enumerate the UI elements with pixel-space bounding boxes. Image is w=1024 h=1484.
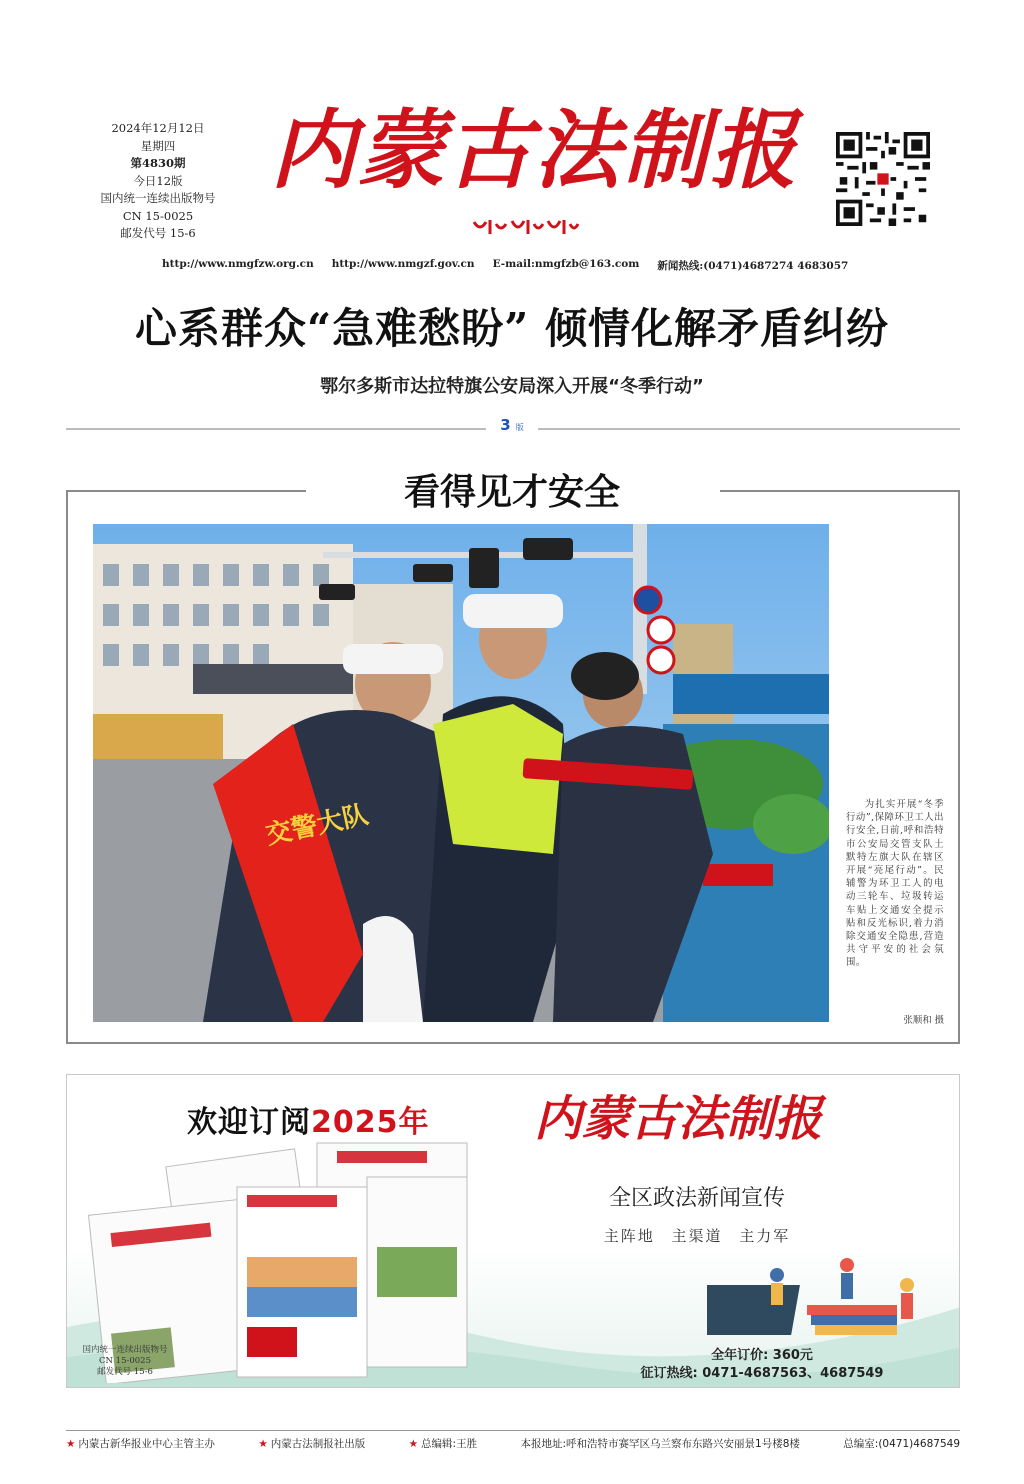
issue-number: 第4830期 <box>130 156 186 170</box>
page-ref-number: 3 <box>500 416 511 434</box>
ad-title <box>187 1097 430 1141</box>
ad-newspaper-logo <box>483 1085 873 1149</box>
footer-editor: 总编辑:王胜 <box>421 1438 478 1450</box>
page-reference[interactable] <box>486 415 538 439</box>
ad-price-block <box>637 1347 887 1383</box>
photo-credit: 张顺和 摄 <box>903 1015 944 1026</box>
website-link-1[interactable]: http://www.nmgfzw.org.cn <box>162 258 314 270</box>
footer <box>66 1436 960 1451</box>
qr-code[interactable] <box>836 132 930 226</box>
serial-label: 国内统一连续出版物号 <box>100 191 216 205</box>
logo-text: 内蒙古法制报 <box>270 100 798 201</box>
footer-address: 本报地址:呼和浩特市赛罕区乌兰察布东路兴安丽景1号楼8楼 <box>520 1438 800 1450</box>
sash-text: 交警大队 <box>263 799 372 851</box>
photo-caption: 为扎实开展“冬季行动”,保障环卫工人出行安全,日前,呼和浩特市公安局交管支队土默特左旗大队在辖区开展“亮尾行动”。民辅警为环卫工人的电动三轮车、垃圾转运车贴上交通安全提示贴和反光标识,着力消除交通安全隐患,营造共守平安的社会氛围。 <box>846 799 944 969</box>
page-count: 今日12版 <box>133 173 183 188</box>
ad-reg-line-2: CN 15-0025 <box>99 1356 151 1366</box>
lead-headline[interactable]: 心系群众“急难愁盼” 倾情化解矛盾纠纷 <box>135 304 889 353</box>
ad-reg-line-3: 邮发代号 15-6 <box>97 1367 153 1377</box>
website-link-2[interactable]: http://www.nmgzf.gov.cn <box>331 258 475 270</box>
footer-office: 总编室:(0471)4687549 <box>843 1438 960 1450</box>
frame-top-left <box>66 490 306 492</box>
subscription-ad[interactable] <box>66 1074 960 1388</box>
news-hotline: 新闻热线:(0471)4687274 4683057 <box>657 260 849 272</box>
ad-title-prefix: 欢迎订阅 <box>187 1105 311 1140</box>
ad-hotline: 征订热线: 0471-4687563、4687549 <box>640 1366 884 1381</box>
page-ref-suffix: 版 <box>515 423 524 432</box>
postal-code: 邮发代号 15-6 <box>120 226 196 240</box>
footer-sponsor: 内蒙古新华报业中心主管主办 <box>78 1438 215 1450</box>
footer-item <box>258 1436 365 1451</box>
footer-item <box>409 1436 477 1451</box>
footer-divider <box>66 1430 960 1431</box>
serial-code: CN 15-0025 <box>122 208 194 223</box>
frame-top-right <box>720 490 960 492</box>
issue-weekday: 星期四 <box>140 138 176 153</box>
news-photo[interactable] <box>93 524 829 1022</box>
ad-year: 2025年 <box>311 1105 430 1140</box>
masthead-info <box>88 120 228 243</box>
lead-subheadline: 鄂尔多斯市达拉特旗公安局深入开展“冬季行动” <box>320 376 704 397</box>
star-icon: ★ <box>408 1438 419 1450</box>
contact-line <box>162 258 862 273</box>
ad-price: 全年订价: 360元 <box>711 1348 813 1363</box>
newspaper-logo <box>244 92 824 202</box>
star-icon: ★ <box>66 1438 76 1450</box>
footer-item <box>66 1436 215 1451</box>
ad-slogan: 全区政法新闻宣传 <box>608 1186 785 1211</box>
ad-sub-slogan: 主阵地 主渠道 主力军 <box>603 1227 791 1245</box>
star-icon: ★ <box>258 1438 268 1450</box>
email-link[interactable]: E-mail:nmgfzb@163.com <box>492 258 640 270</box>
mongolian-script-logo <box>470 218 580 236</box>
ad-registration <box>75 1345 175 1378</box>
footer-publisher: 内蒙古法制报社出版 <box>270 1438 366 1450</box>
ad-logo-text: 内蒙古法制报 <box>533 1091 823 1147</box>
photo-story-title: 看得见才安全 <box>403 471 620 513</box>
issue-date: 2024年12月12日 <box>111 121 205 135</box>
ad-reg-line-1: 国内统一连续出版物号 <box>82 1345 168 1355</box>
people-illustration <box>707 1245 947 1345</box>
